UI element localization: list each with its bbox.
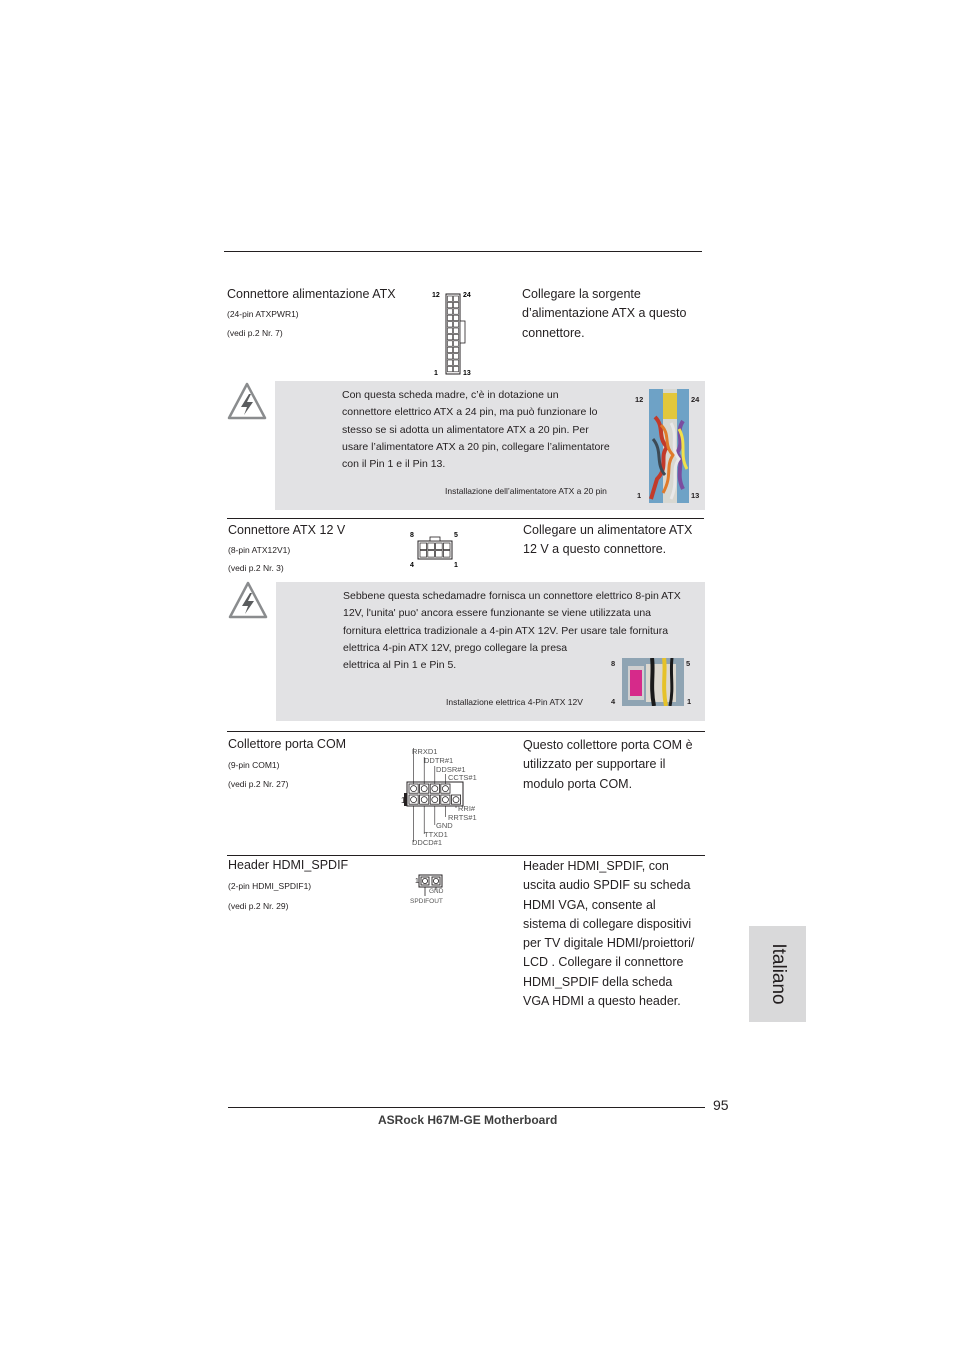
footer-model: ASRock H67M-GE Motherboard	[378, 1113, 558, 1127]
atx-pin-cell	[454, 309, 459, 314]
atx-pin-cell	[448, 354, 453, 359]
atx-pin-cell	[448, 366, 453, 371]
atx12-pin-br: 1	[454, 562, 458, 569]
atx-20pin-install-photo	[649, 389, 689, 503]
language-tab-label: Italiano	[767, 943, 789, 1005]
atx12-pin-cell	[436, 551, 443, 558]
atx12-pin-tl: 8	[410, 532, 414, 539]
note-1-pin-tr: 24	[691, 395, 700, 404]
atx-pin-cell	[454, 354, 459, 359]
com-pin1-label: 1	[401, 796, 406, 805]
atx-pin-br: 13	[463, 370, 471, 377]
com-desc: Questo collettore porta COM è utilizzato per supportare il modulo porta COM.	[523, 738, 693, 791]
com-sig-bot-2: GND	[436, 821, 453, 830]
note-2-pin-tl: 8	[611, 659, 616, 668]
com-sig-top-2: DDSR#1	[436, 765, 466, 774]
atx-pin-cell	[448, 360, 453, 365]
atx-pin-cell	[454, 315, 459, 320]
atx12-pin-tr: 5	[454, 532, 458, 539]
warning-icon	[226, 381, 268, 421]
hdmi-title: Header HDMI_SPDIF	[228, 858, 349, 872]
hdmi-desc: Header HDMI_SPDIF, con uscita audio SPDIF su scheda HDMI VGA, consente al sistema di collegare dispositivi per TV digitale HDMI/proiettori/ LCD . Collegare il connettore HDMI_SPDIF della scheda VGA HDMI a questo header.	[523, 859, 695, 1009]
page-number: 95	[713, 1097, 729, 1113]
hdmi-spdif-label: SPDIFOUT	[410, 898, 443, 905]
note-1-pin-tl: 12	[635, 395, 644, 404]
atx-pin-tr: 24	[463, 292, 471, 299]
note-1-text: Con questa scheda madre, c’è in dotazione un connettore elettrico ATX a 24 pin, ma può funzionare lo stesso se si adotta un alimentatore ATX a 20 pin. Per usare l’alimentatore ATX a 20 pin, collegare l’alimentatore con il Pin 1 e il Pin 13.	[342, 389, 610, 471]
com-sig-bot-3: TTXD1	[424, 830, 448, 839]
atx-pin-cell	[448, 315, 453, 320]
atx-pin-cell	[448, 334, 453, 339]
hdmi-sub2: (vedi p.2 Nr. 29)	[228, 901, 289, 911]
hdmi-sub1: (2-pin HDMI_SPDIF1)	[228, 881, 312, 891]
atx-pin-bl: 1	[434, 370, 438, 377]
com-sig-bot-4: DDCD#1	[412, 838, 443, 847]
atx12-sub2: (vedi p.2 Nr. 3)	[228, 563, 284, 573]
atx12v-4pin-install-photo	[622, 658, 684, 706]
language-side-tab	[749, 926, 806, 1022]
atx-pin-cell	[454, 341, 459, 346]
atx-pin-cell	[448, 302, 453, 307]
hdmi-gnd-label: GND	[429, 888, 444, 895]
com-sig-top-0: RRXD1	[412, 747, 438, 756]
atx-desc: Collegare la sorgente d’alimentazione ATX a questo connettore.	[522, 287, 687, 340]
top-rule	[224, 251, 702, 252]
atx-24pin-diagram	[428, 289, 476, 377]
note-1-pin-bl: 1	[637, 491, 642, 500]
note-2-pin-tr: 5	[686, 659, 691, 668]
com-sub1: (9-pin COM1)	[228, 760, 280, 770]
atx-title: Connettore alimentazione ATX	[227, 287, 396, 301]
atx12-pin-cell	[428, 551, 435, 558]
atx-pin-cell	[448, 322, 453, 327]
atx12-sub1: (8-pin ATX12V1)	[228, 545, 291, 555]
atx12-pin-cell	[420, 551, 427, 558]
atx-pin-cell	[448, 309, 453, 314]
com-sig-top-1: DDTR#1	[424, 756, 454, 765]
atx-pin-cell	[454, 302, 459, 307]
atx-pin-cell	[454, 360, 459, 365]
rule-atx12	[227, 518, 704, 519]
atx-pin-cell	[448, 328, 453, 333]
atx12v-8pin-diagram	[406, 529, 464, 571]
atx-pin-tl: 12	[432, 292, 440, 299]
atx-pin-cell	[448, 296, 453, 301]
atx12-pin-cell	[443, 543, 450, 550]
note-1-caption: Installazione dell’alimentatore ATX a 20 pin	[445, 486, 607, 496]
com-sig-top-3: CCTS#1	[448, 773, 477, 782]
com-sub2: (vedi p.2 Nr. 27)	[228, 779, 289, 789]
hdmi-spdif-pin-diagram	[408, 872, 456, 906]
note-1-pin-br: 13	[691, 491, 700, 500]
atx12-pin-cell	[443, 551, 450, 558]
atx-sub1: (24-pin ATXPWR1)	[227, 309, 299, 319]
atx-pin-cell	[448, 341, 453, 346]
atx12-desc: Collegare un alimentatore ATX 12 V a questo connettore.	[523, 523, 693, 557]
rule-com	[227, 731, 705, 732]
note-2-text: Sebbene questa schedamadre fornisca un connettore elettrico 8-pin ATX 12V, l'unita' puo' ancora essere funzionante se viene utilizzata una fornitura elettrica tradizionale a 4-pin ATX 12V. Per usare tale fornitura elettrica 4-pin ATX 12V, prego collegare la presa elettrica al Pin 1 e Pin 5.	[343, 590, 681, 672]
atx-pin-cell	[454, 296, 459, 301]
com-pin-diagram	[398, 744, 482, 850]
atx-pin-cell	[454, 328, 459, 333]
rule-hdmi	[227, 855, 705, 856]
atx12-pin-cell	[420, 543, 427, 550]
note-2-pin-br: 1	[687, 697, 692, 706]
atx-pin-cell	[454, 366, 459, 371]
atx-pin-cell	[448, 347, 453, 352]
hdmi-pin1-label: 1	[415, 878, 419, 885]
com-title: Collettore porta COM	[228, 737, 347, 751]
warning-icon	[227, 580, 269, 620]
atx12-title: Connettore ATX 12 V	[228, 523, 346, 537]
atx-pin-cell	[454, 347, 459, 352]
com-sig-bot-0: RRI#	[458, 804, 476, 813]
atx-sub2: (vedi p.2 Nr. 7)	[227, 328, 283, 338]
atx12-pin-bl: 4	[410, 562, 414, 569]
footer-rule	[228, 1107, 705, 1108]
atx12-pin-cell	[436, 543, 443, 550]
note-2-caption: Installazione elettrica 4-Pin ATX 12V	[446, 697, 583, 707]
atx-pin-cell	[454, 322, 459, 327]
note-2-pin-bl: 4	[611, 697, 616, 706]
com-sig-bot-1: RRTS#1	[448, 813, 477, 822]
atx12-pin-cell	[428, 543, 435, 550]
atx-pin-cell	[454, 334, 459, 339]
